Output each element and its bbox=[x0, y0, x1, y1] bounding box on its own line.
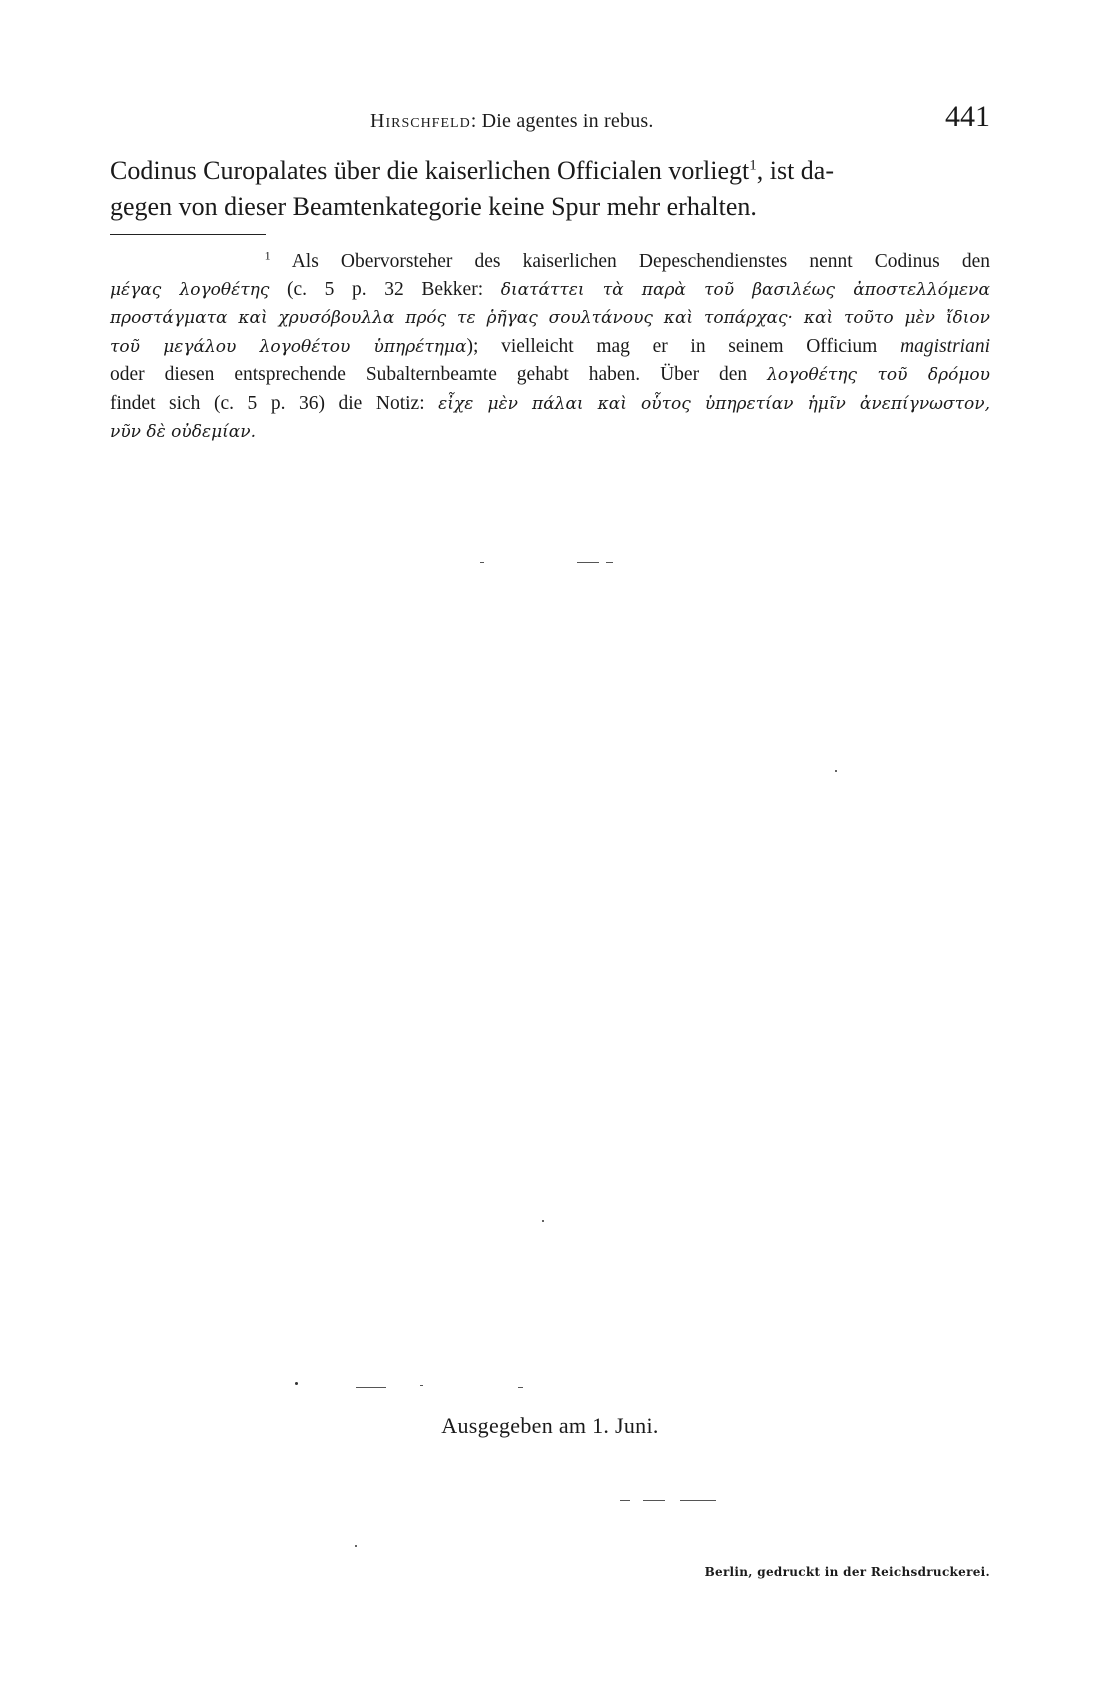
print-speck bbox=[518, 1387, 523, 1388]
issue-date-note: Ausgegeben am 1. Juni. bbox=[441, 1413, 659, 1438]
footnote-line-7 bbox=[110, 418, 990, 447]
footnote-greek-quote-2: προστάγματα καὶ χρυσόβουλλα πρός τε ῥῆγας σουλτάνους καὶ τοπάρχας· καὶ τοῦτο μὲν ἴδιον bbox=[110, 308, 990, 328]
running-head-title: Die agentes in rebus. bbox=[481, 110, 654, 132]
print-speck bbox=[680, 1500, 716, 1501]
footnote-line-1-text: Als Obervorsteher des kaiserlichen Depeschendienstes nennt Codinus den bbox=[291, 251, 991, 272]
footnote-greek-term-2: λογοθέτης τοῦ δρόμου bbox=[767, 365, 990, 385]
print-speck bbox=[620, 1500, 630, 1501]
body-line-1 bbox=[110, 153, 990, 189]
page-header bbox=[110, 100, 990, 140]
footnote-line-4 bbox=[110, 333, 990, 362]
print-speck bbox=[480, 562, 484, 563]
print-speck bbox=[577, 562, 599, 563]
print-speck bbox=[606, 562, 613, 563]
page-number: 441 bbox=[945, 100, 990, 133]
print-speck bbox=[542, 1220, 544, 1222]
footnote-line-1 bbox=[110, 248, 990, 276]
footnote bbox=[110, 248, 990, 447]
footnote-greek-quote-5: νῦν δὲ οὐδεμίαν. bbox=[110, 422, 257, 442]
body-paragraph bbox=[110, 153, 990, 225]
footnote-line-6 bbox=[110, 390, 990, 419]
print-speck bbox=[355, 1545, 357, 1547]
footnote-greek-quote-4: εἶχε μὲν πάλαι καὶ οὗτος ὑπηρετίαν ἡμῖν ἀνεπίγνωστον, bbox=[438, 393, 990, 414]
footnote-italic-term: magistriani bbox=[900, 335, 990, 357]
running-head bbox=[370, 110, 654, 133]
print-speck bbox=[420, 1385, 423, 1386]
footnote-line-5-text: oder diesen entsprechende Subalternbeamte gehabt haben. Über den bbox=[110, 364, 748, 385]
footnote-line-2-text: (c. 5 p. 32 Bekker: bbox=[286, 278, 484, 300]
print-speck bbox=[835, 770, 837, 772]
print-speck bbox=[643, 1500, 665, 1501]
footnote-line-4-text: ); vielleicht mag er in seinem Officium bbox=[466, 335, 878, 357]
footnote-line-5 bbox=[110, 361, 990, 390]
footnote-reference-mark: 1 bbox=[749, 157, 757, 174]
print-speck bbox=[295, 1382, 298, 1385]
footnote-greek-quote-1: διατάττει τὰ παρὰ τοῦ βασιλέως ἀποστελλόμενα bbox=[500, 279, 990, 300]
running-head-separator: : bbox=[470, 110, 477, 132]
body-line-1-text: Codinus Curopalates über die kaiserlichen Officialen vorliegt bbox=[110, 156, 750, 185]
footnote-line-6-text: findet sich (c. 5 p. 36) die Notiz: bbox=[110, 392, 425, 414]
footnote-mark: 1 bbox=[264, 248, 271, 263]
body-line-2: gegen von dieser Beamtenkategorie keine Spur mehr erhalten. bbox=[110, 192, 757, 221]
footnote-rule bbox=[110, 234, 266, 235]
footnote-line-2 bbox=[110, 276, 990, 305]
footnote-line-3 bbox=[110, 304, 990, 333]
footnote-greek-term-1: μέγας λογοθέτης bbox=[110, 279, 270, 300]
printer-imprint: Berlin, gedruckt in der Reichsdruckerei. bbox=[704, 1565, 990, 1579]
body-line-1-end: , ist da- bbox=[756, 156, 834, 185]
footnote-greek-quote-3: τοῦ μεγάλου λογοθέτου ὑπηρέτημα bbox=[110, 336, 467, 357]
print-speck bbox=[356, 1387, 386, 1388]
running-head-author: Hirschfeld bbox=[370, 110, 471, 132]
